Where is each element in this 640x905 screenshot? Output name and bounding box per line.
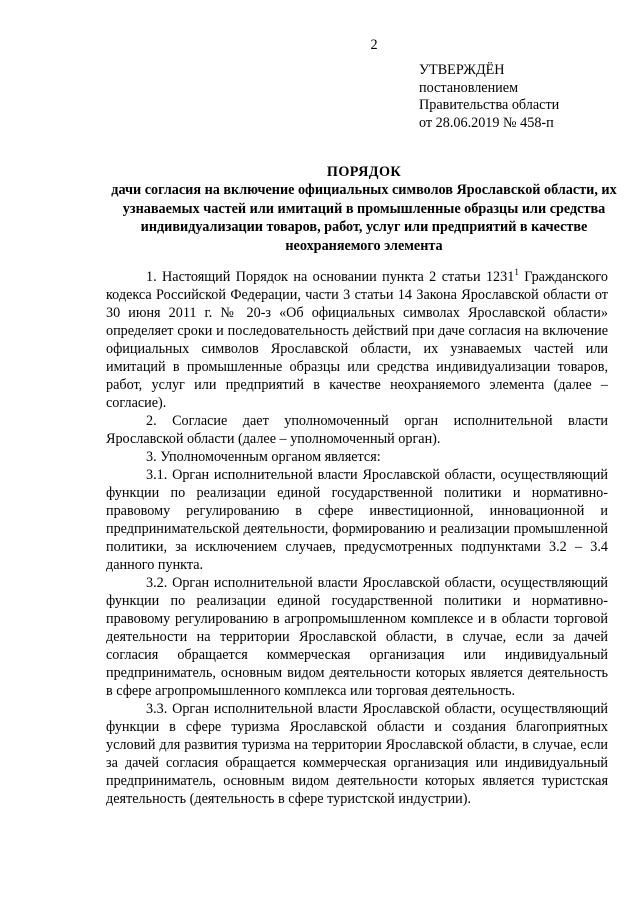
paragraph-1-rest: Гражданского кодекса Российской Федерации, части 3 статьи 14 Закона Ярославской области от 30 июня 2011 г. № 20-з «Об официальных символах Ярославской области» определяет сроки и последовательность действий при даче согласия на включение официальных символов Ярославской области, их узнаваемых частей или имитаций в промышленные образцы или средства индивидуализации товаров, работ, услуг или предприятий в качестве неохраняемого элемента (далее – согласие). xyxy=(106,269,608,411)
title-subtitle: дачи согласия на включение официальных символов Ярославской области, их узнаваемых частей или имитаций в промышленные образцы или средства индивидуализации товаров, работ, услуг или предприятий в качестве неохраняемого элемента xyxy=(111,182,617,254)
approval-line-1: УТВЕРЖДЁН xyxy=(419,62,505,78)
footnote-marker: 1 xyxy=(514,267,519,277)
paragraph-3: 3. Уполномоченным органом является: xyxy=(146,449,381,465)
title-heading: ПОРЯДОК xyxy=(326,164,402,180)
paragraph-3-3: 3.3. Орган исполнительной власти Ярославской области, осуществляющий функции в сфере туризма Ярославской области и создания благоприятных условий для развития туризма на территории Ярославской области, в случае, если за дачей согласия обращается коммерческая организация или индивидуальный предприниматель, основным видом деятельности которых является туристская деятельность (деятельность в сфере туристской индустрии). xyxy=(106,701,608,807)
approval-line-2: постановлением xyxy=(419,79,519,96)
approval-line-3: Правительства области xyxy=(419,97,560,113)
approval-stamp xyxy=(419,62,559,132)
page-number: 2 xyxy=(370,37,378,53)
paragraph-3-2: 3.2. Орган исполнительной власти Ярославской области, осуществляющий функции по реализации единой государственной политики и нормативно-правовому регулированию в агропромышленном комплексе и в области торговой деятельности на территории Ярославской области, в случае, если за дачей согласия обращается коммерческая организация или индивидуальный предприниматель, основным видом деятельности которых является деятельность в сфере агропромышленного комплекса или торговая деятельность. xyxy=(106,575,608,699)
document-title xyxy=(100,163,628,255)
paragraph-2: 2. Согласие дает уполномоченный орган исполнительной власти Ярославской области (далее – уполномоченный орган). xyxy=(106,413,608,447)
paragraph-1-start: 1. Настоящий Порядок на основании пункта 2 статьи 1231 xyxy=(146,269,515,285)
paragraph-3-1: 3.1. Орган исполнительной власти Ярославской области, осуществляющий функции по реализации единой государственной политики и нормативно-правовому регулированию в сфере инвестиционной, инновационной и предпринимательской деятельности, формированию и реализации промышленной политики, за исключением случаев, предусмотренных подпунктами 3.2 – 3.4 данного пункта. xyxy=(106,467,608,573)
paragraph-1 xyxy=(106,268,608,412)
document-body xyxy=(106,268,608,808)
approval-line-4: от 28.06.2019 № 458-п xyxy=(419,114,554,131)
